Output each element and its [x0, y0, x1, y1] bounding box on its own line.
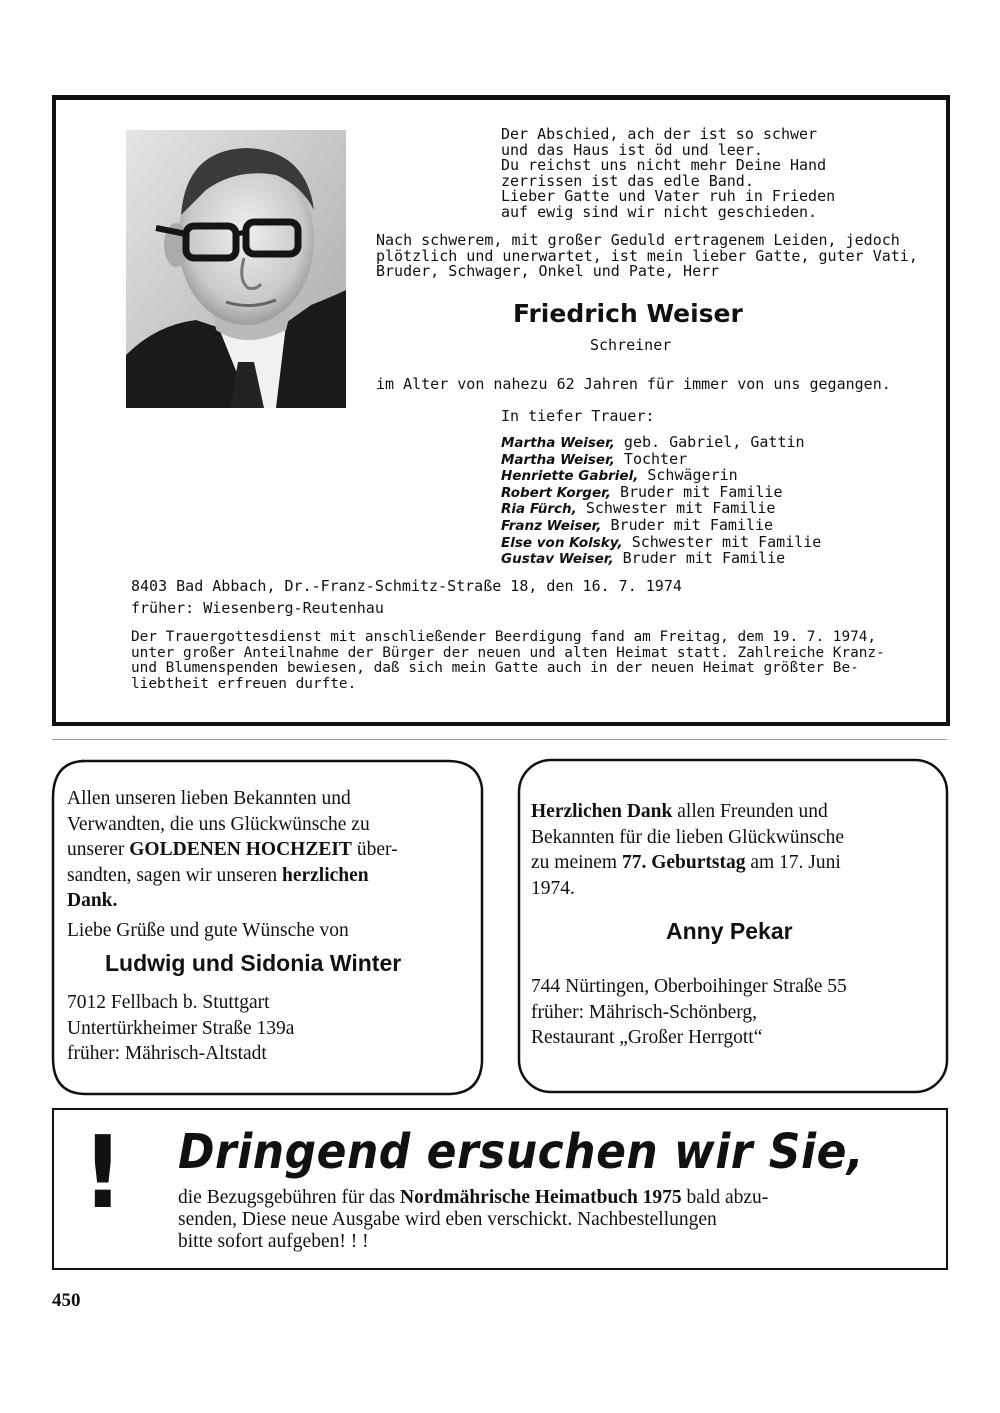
exclamation-icon: !: [82, 1114, 124, 1231]
left-card-line: Dank.: [67, 890, 118, 912]
notice-line: bitte sofort aufgeben! ! !: [178, 1231, 369, 1252]
mourner-name: Franz Weiser,: [501, 517, 602, 534]
left-card-line: Allen unseren lieben Bekannten und: [67, 788, 351, 809]
book-title: Nordmährische Heimatbuch 1975: [400, 1187, 682, 1208]
notice-line: senden, Diese neue Ausgabe wird eben verschickt. Nachbestellungen: [178, 1209, 717, 1230]
mourner-relation: Schwägerin: [647, 466, 738, 485]
mourner-relation: Schwester mit Familie: [631, 532, 822, 551]
funeral-service-text: Der Trauergottesdienst mit anschließender Beerdigung fand am Freitag, dem 19. 7. 1974, unter großer Anteilnahme der Bürger der neuen und alten Heimat statt. Zahlreiche Kranz- und Blumenspenden bewiesen, daß sich mein Gatte auch in der neuen Heimat größter Be- liebtheit erfreuen durfte.: [131, 629, 885, 692]
mourner-relation: Bruder mit Familie: [622, 549, 786, 568]
left-card-text: [67, 786, 475, 944]
mourner-name: Gustav Weiser,: [501, 551, 614, 568]
right-card-line: Bekannten für die lieben Glückwünsche: [531, 826, 844, 848]
portrait-photo: [126, 130, 346, 408]
address-line: früher: Mährisch-Schönberg,: [531, 1001, 757, 1023]
birthday-emphasis: 77. Geburtstag: [621, 852, 746, 874]
notice-body: [178, 1187, 923, 1253]
golden-wedding-emphasis: GOLDENEN HOCHZEIT: [129, 839, 352, 861]
mourner-relation: Schwester mit Familie: [585, 499, 776, 518]
age-line: im Alter von nahezu 62 Jahren für immer von uns gegangen.: [376, 375, 891, 393]
right-card-line: Herzlichen Dank allen Freunden und: [531, 801, 828, 822]
mourner-relation: Bruder mit Familie: [610, 515, 774, 534]
right-card-line: zu meinem 77. Geburtstag am 17. Juni: [531, 852, 841, 874]
right-card-address: [531, 974, 847, 1051]
notice-line: die Bezugsgebühren für das Nordmährische Heimatbuch 1975 bald abzu-: [178, 1187, 769, 1208]
address-line: Restaurant „Großer Herrgott“: [531, 1027, 763, 1049]
left-card-line: sandten, sagen wir unseren herzlichen: [67, 864, 369, 886]
mourners-list: [501, 435, 821, 568]
deceased-occupation: Schreiner: [590, 336, 672, 354]
left-card-greeting: Liebe Grüße und gute Wünsche von: [67, 919, 349, 941]
notice-headline: Dringend ersuchen wir Sie,: [178, 1124, 865, 1181]
mourner-name: Martha Weiser,: [501, 451, 615, 468]
obituary-intro: Nach schwerem, mit großer Geduld ertragenem Leiden, jedoch plötzlich und unerwartet, ist mein lieber Gatte, guter Vati, Bruder, Schwager, Onkel und Pate, Herr: [376, 231, 918, 281]
address-line: 7012 Fellbach b. Stuttgart: [67, 992, 270, 1013]
left-card-signatories: Ludwig und Sidonia Winter: [105, 950, 402, 976]
deceased-name: Friedrich Weiser: [513, 299, 743, 328]
address-line: Untertürkheimer Straße 139a: [67, 1017, 295, 1039]
address-line: früher: Mährisch-Altstadt: [67, 1043, 267, 1065]
mourner-name: Henriette Gabriel,: [501, 468, 639, 485]
page-number: 450: [52, 1290, 81, 1311]
mourning-label: In tiefer Trauer:: [501, 407, 655, 425]
left-card-line: Verwandten, die uns Glückwünsche zu: [67, 813, 370, 835]
thanks-emphasis: Herzlichen Dank: [531, 801, 673, 822]
mourner-name: Martha Weiser,: [501, 435, 615, 451]
mourner-name: Else von Kolsky,: [501, 534, 623, 551]
mourner-relation: Tochter: [623, 449, 688, 468]
obituary-former-home: früher: Wiesenberg-Reutenhau: [131, 599, 384, 617]
mourner-relation: Bruder mit Familie: [619, 482, 783, 501]
mourner-relation: geb. Gabriel, Gattin: [623, 433, 805, 451]
section-divider: [52, 739, 947, 740]
obituary-address: 8403 Bad Abbach, Dr.-Franz-Schmitz-Straße 18, den 16. 7. 1974: [131, 577, 682, 595]
portrait-image: [126, 130, 346, 408]
mourner-name: Robert Korger,: [501, 484, 611, 501]
farewell-poem: Der Abschied, ach der ist so schwer und das Haus ist öd und leer. Du reichst uns nicht mehr Deine Hand zerrissen ist das edle Band. Lieber Gatte und Vater ruh in Frieden auf ewig sind wir nicht geschieden.: [501, 125, 836, 221]
left-card-address: [67, 990, 294, 1067]
left-card-line: unserer GOLDENEN HOCHZEIT über-: [67, 839, 398, 861]
right-card-line: 1974.: [531, 877, 575, 899]
mourner-name: Ria Fürch,: [501, 501, 577, 518]
thanks-emphasis: herzlichen: [281, 864, 369, 886]
address-line: 744 Nürtingen, Oberboihinger Straße 55: [531, 976, 847, 997]
right-card-text: [531, 799, 941, 901]
mourner-entry: [501, 551, 821, 568]
right-card-signatory: Anny Pekar: [666, 918, 793, 944]
